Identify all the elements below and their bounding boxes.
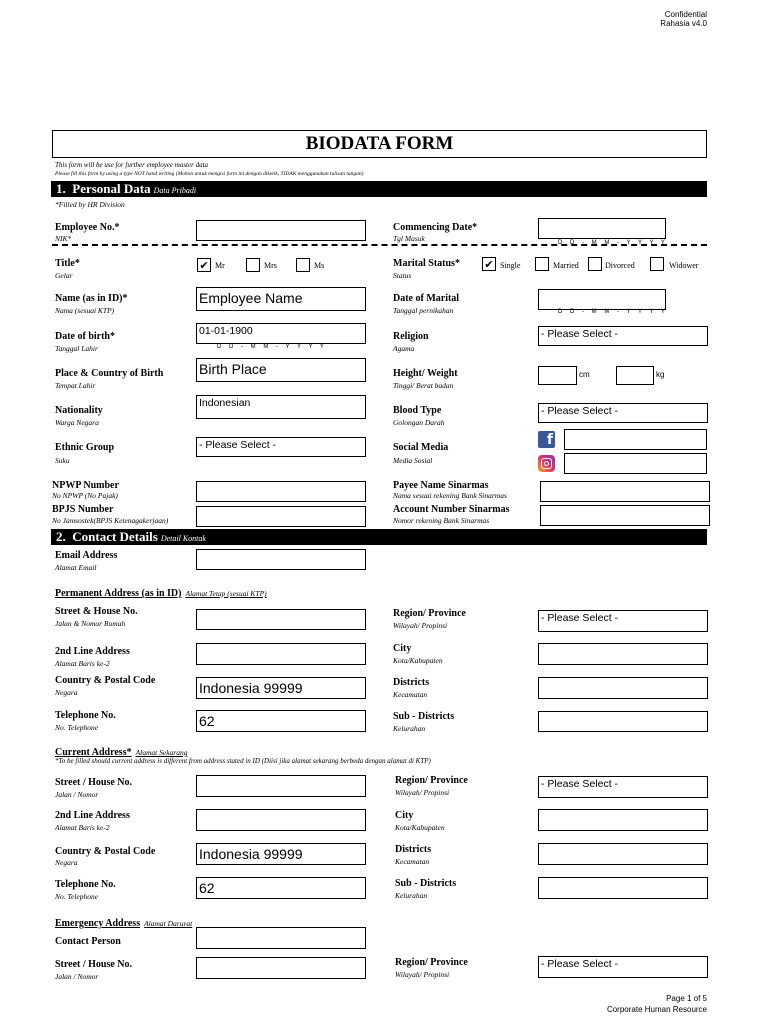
height-unit: cm xyxy=(579,370,590,379)
section-2-number: 2. xyxy=(56,529,66,544)
perm-districts-input[interactable] xyxy=(538,677,708,699)
date-of-marital-hint: D D - M M - Y Y Y Y xyxy=(558,309,668,315)
date-of-marital-input[interactable] xyxy=(538,289,666,310)
cur-country-sub: Negara xyxy=(55,858,78,867)
employee-no-sub: NIK* xyxy=(55,234,72,243)
email-label: Email Address xyxy=(55,550,118,561)
bpjs-sub: No Jamsostek(BPJS Ketenagakerjaan) xyxy=(52,516,169,525)
marital-status-sub: Status xyxy=(393,271,412,280)
religion-sub: Agama xyxy=(393,344,415,353)
cur-city-input[interactable] xyxy=(538,809,708,831)
marital-status-label: Marital Status* xyxy=(393,258,460,269)
cur-city-label: City xyxy=(395,810,414,821)
title-ms-checkbox[interactable] xyxy=(296,258,310,272)
perm-line2-label: 2nd Line Address xyxy=(55,646,130,657)
dob-hint: D D - M M - Y Y Y Y xyxy=(217,344,327,350)
cur-line2-label: 2nd Line Address xyxy=(55,810,130,821)
perm-region-sub: Wilayah/ Propinsi xyxy=(393,621,448,630)
nationality-sub: Warga Negara xyxy=(55,418,99,427)
facebook-input[interactable] xyxy=(564,429,707,450)
marital-widower-checkbox[interactable] xyxy=(650,257,664,271)
commencing-date-hint: D D - M M - Y Y Y Y xyxy=(558,240,668,246)
permanent-address-subtitle: Alamat Tetap (sesuai KTP) xyxy=(185,589,267,598)
blood-type-label: Blood Type xyxy=(393,405,442,416)
payee-name-label: Payee Name Sinarmas xyxy=(393,480,489,491)
bpjs-label: BPJS Number xyxy=(52,504,114,515)
em-region-sub: Wilayah/ Propinsi xyxy=(395,970,450,979)
perm-subdistricts-label: Sub - Districts xyxy=(393,711,455,722)
perm-region-label: Region/ Province xyxy=(393,608,466,619)
birthplace-label: Place & Country of Birth xyxy=(55,368,164,379)
title-mr-option: Mr xyxy=(215,261,225,270)
commencing-date-label: Commencing Date* xyxy=(393,222,478,233)
perm-city-label: City xyxy=(393,643,412,654)
perm-region-select[interactable]: - Please Select - xyxy=(538,610,708,632)
dob-sub: Tanggal Lahir xyxy=(55,344,98,353)
em-region-label: Region/ Province xyxy=(395,957,468,968)
contact-person-label: Contact Person xyxy=(55,936,121,947)
section-1-subtitle: Data Pribadi xyxy=(153,186,197,195)
bpjs-input[interactable] xyxy=(196,506,366,527)
cur-subdistricts-label: Sub - Districts xyxy=(395,878,457,889)
employee-no-input[interactable] xyxy=(196,220,366,241)
perm-country-sub: Negara xyxy=(55,688,78,697)
em-street-sub: Jalan / Nomor xyxy=(55,972,99,981)
marital-married-option: Married xyxy=(553,261,579,270)
cur-subdistricts-sub: Kelurahan xyxy=(395,891,428,900)
instagram-input[interactable] xyxy=(564,453,707,474)
current-address-subtitle: Alamat Sekarang xyxy=(135,748,188,757)
perm-phone-label: Telephone No. xyxy=(55,710,116,721)
date-of-marital-sub: Tanggal pernikahan xyxy=(393,306,454,315)
account-number-sub: Nomor rekening Bank Sinarmas xyxy=(393,516,490,525)
marital-single-checkbox[interactable]: ✔ xyxy=(482,257,496,271)
current-address-note: *To be filled should current address is different from address stated in ID (Diisi jika alamat sekarang berbeda dengan alamat di KTP) xyxy=(55,757,431,765)
perm-subdistricts-sub: Kelurahan xyxy=(393,724,426,733)
birthplace-input[interactable]: Birth Place xyxy=(196,358,366,382)
account-number-input[interactable] xyxy=(540,505,710,526)
commencing-date-sub: Tgl Masuk xyxy=(393,234,425,243)
form-title: BIODATA FORM xyxy=(305,133,454,154)
cur-street-input[interactable] xyxy=(196,775,366,797)
title-mrs-checkbox[interactable] xyxy=(246,258,260,272)
payee-name-input[interactable] xyxy=(540,481,710,502)
religion-select[interactable]: - Please Select - xyxy=(538,326,708,346)
ethnic-group-label: Ethnic Group xyxy=(55,442,114,453)
intro-line-2: Please fill this form by using a type NOT hand writing (Mohon untuk mengisi form ini dengan diketik, TIDAK menggunakan tulisan tangan) xyxy=(55,171,364,177)
version-label: Rahasia v4.0 xyxy=(660,19,707,28)
cur-districts-input[interactable] xyxy=(538,843,708,865)
employee-no-label: Employee No.* xyxy=(55,222,120,233)
nationality-label: Nationality xyxy=(55,405,103,416)
section-personal-data-bar xyxy=(51,181,707,197)
cur-line2-input[interactable] xyxy=(196,809,366,831)
height-weight-label: Height/ Weight xyxy=(393,368,458,379)
cur-phone-sub: No. Telephone xyxy=(55,892,99,901)
marital-single-option: Single xyxy=(500,261,521,270)
perm-country-input[interactable]: Indonesia 99999 xyxy=(196,677,366,699)
npwp-sub: No NPWP (No Pajak) xyxy=(52,491,118,500)
height-weight-sub: Tinggi/ Berat badan xyxy=(393,381,454,390)
nationality-input[interactable]: Indonesian xyxy=(196,395,366,419)
cur-region-select[interactable]: - Please Select - xyxy=(538,776,708,798)
dashed-divider xyxy=(52,244,707,246)
perm-line2-input[interactable] xyxy=(196,643,366,665)
facebook-glyph: f xyxy=(546,432,553,448)
contact-person-input[interactable] xyxy=(196,927,366,949)
cur-region-sub: Wilayah/ Propinsi xyxy=(395,788,450,797)
cur-districts-sub: Kecamatan xyxy=(395,857,430,866)
em-street-label: Street / House No. xyxy=(55,959,133,970)
payee-name-sub: Nama sesuai rekening Bank Sinarmas xyxy=(393,491,507,500)
section-2-subtitle: Detail Kontak xyxy=(160,534,206,543)
emergency-address-title: Emergency Address xyxy=(55,918,141,929)
cur-country-label: Country & Postal Code xyxy=(55,846,156,857)
perm-districts-sub: Kecamatan xyxy=(393,690,428,699)
perm-subdistricts-input[interactable] xyxy=(538,711,708,732)
ethnic-group-select[interactable]: - Please Select - xyxy=(196,437,366,457)
perm-city-input[interactable] xyxy=(538,643,708,665)
cur-region-label: Region/ Province xyxy=(395,775,468,786)
form-title-box xyxy=(52,130,707,158)
perm-street-sub: Jalan & Nomor Rumah xyxy=(55,619,126,628)
blood-type-sub: Golongan Darah xyxy=(393,418,445,427)
weight-input[interactable] xyxy=(616,366,654,385)
birthplace-sub: Tempat Lahir xyxy=(55,381,96,390)
perm-phone-sub: No. Telephone xyxy=(55,723,99,732)
ethnic-group-sub: Suku xyxy=(55,456,70,465)
name-input[interactable]: Employee Name xyxy=(196,287,366,311)
marital-divorced-checkbox[interactable] xyxy=(588,257,602,271)
name-label: Name (as in ID)* xyxy=(55,293,128,304)
current-address-title: Current Address* xyxy=(55,747,132,758)
cur-street-sub: Jalan / Nomor xyxy=(55,790,99,799)
perm-line2-sub: Alamat Baris ke-2 xyxy=(55,659,110,668)
perm-street-label: Street & House No. xyxy=(55,606,138,617)
hr-note: *Filled by HR Division xyxy=(55,200,125,209)
instagram-icon xyxy=(538,455,555,472)
title-label: Title* xyxy=(55,258,80,269)
cur-districts-label: Districts xyxy=(395,844,432,855)
height-input[interactable] xyxy=(538,366,577,385)
date-of-marital-label: Date of Marital xyxy=(393,293,460,304)
perm-street-input[interactable] xyxy=(196,609,366,630)
cur-phone-input[interactable]: 62 xyxy=(196,877,366,899)
npwp-input[interactable] xyxy=(196,481,366,502)
title-mr-checkbox[interactable]: ✔ xyxy=(197,258,211,272)
perm-phone-input[interactable]: 62 xyxy=(196,710,366,732)
section-contact-details-bar xyxy=(51,529,707,545)
marital-divorced-option: Divorced xyxy=(605,261,635,270)
page-number: Page 1 of 5 xyxy=(666,994,707,1003)
title-ms-option: Ms xyxy=(314,261,325,270)
cur-line2-sub: Alamat Baris ke-2 xyxy=(55,823,110,832)
name-sub: Nama (sesuai KTP) xyxy=(55,306,115,315)
emergency-address-heading xyxy=(55,913,192,931)
dob-label: Date of birth* xyxy=(55,331,115,342)
cur-subdistricts-input[interactable] xyxy=(538,877,708,899)
intro-line-1: This form will be use for further employee master data xyxy=(55,161,209,169)
em-street-input[interactable] xyxy=(196,957,366,979)
cur-street-label: Street / House No. xyxy=(55,777,133,788)
religion-label: Religion xyxy=(393,331,429,342)
email-sub: Alamat Email xyxy=(55,563,97,572)
cur-phone-label: Telephone No. xyxy=(55,879,116,890)
permanent-address-title: Permanent Address (as in ID) xyxy=(55,588,182,599)
cur-country-input[interactable]: Indonesia 99999 xyxy=(196,843,366,865)
perm-country-label: Country & Postal Code xyxy=(55,675,156,686)
email-input[interactable] xyxy=(196,549,366,570)
emergency-address-subtitle: Alamat Darurat xyxy=(144,919,193,928)
section-1-number: 1. xyxy=(56,181,66,196)
section-2-title: Contact Details xyxy=(72,529,158,544)
dob-input[interactable]: 01-01-1900 xyxy=(196,323,366,344)
marital-married-checkbox[interactable] xyxy=(535,257,549,271)
account-number-label: Account Number Sinarmas xyxy=(393,504,510,515)
marital-widower-option: Widower xyxy=(669,261,699,270)
social-media-sub: Media Sosial xyxy=(393,456,433,465)
commencing-date-input[interactable] xyxy=(538,218,666,239)
section-1-title: Personal Data xyxy=(72,181,151,196)
cur-city-sub: Kota/Kabupaten xyxy=(395,823,445,832)
perm-city-sub: Kota/Kabupaten xyxy=(393,656,443,665)
blood-type-select[interactable]: - Please Select - xyxy=(538,403,708,423)
perm-districts-label: Districts xyxy=(393,677,430,688)
facebook-icon xyxy=(538,431,555,448)
title-sub: Gelar xyxy=(55,271,73,280)
social-media-label: Social Media xyxy=(393,442,449,453)
confidential-label: Confidential xyxy=(664,10,707,19)
weight-unit: kg xyxy=(656,370,665,379)
footer-department: Corporate Human Resource xyxy=(606,1005,707,1014)
permanent-address-heading xyxy=(55,583,267,601)
em-region-select[interactable]: - Please Select - xyxy=(538,956,708,978)
npwp-label: NPWP Number xyxy=(52,480,119,491)
title-mrs-option: Mrs xyxy=(264,261,277,270)
